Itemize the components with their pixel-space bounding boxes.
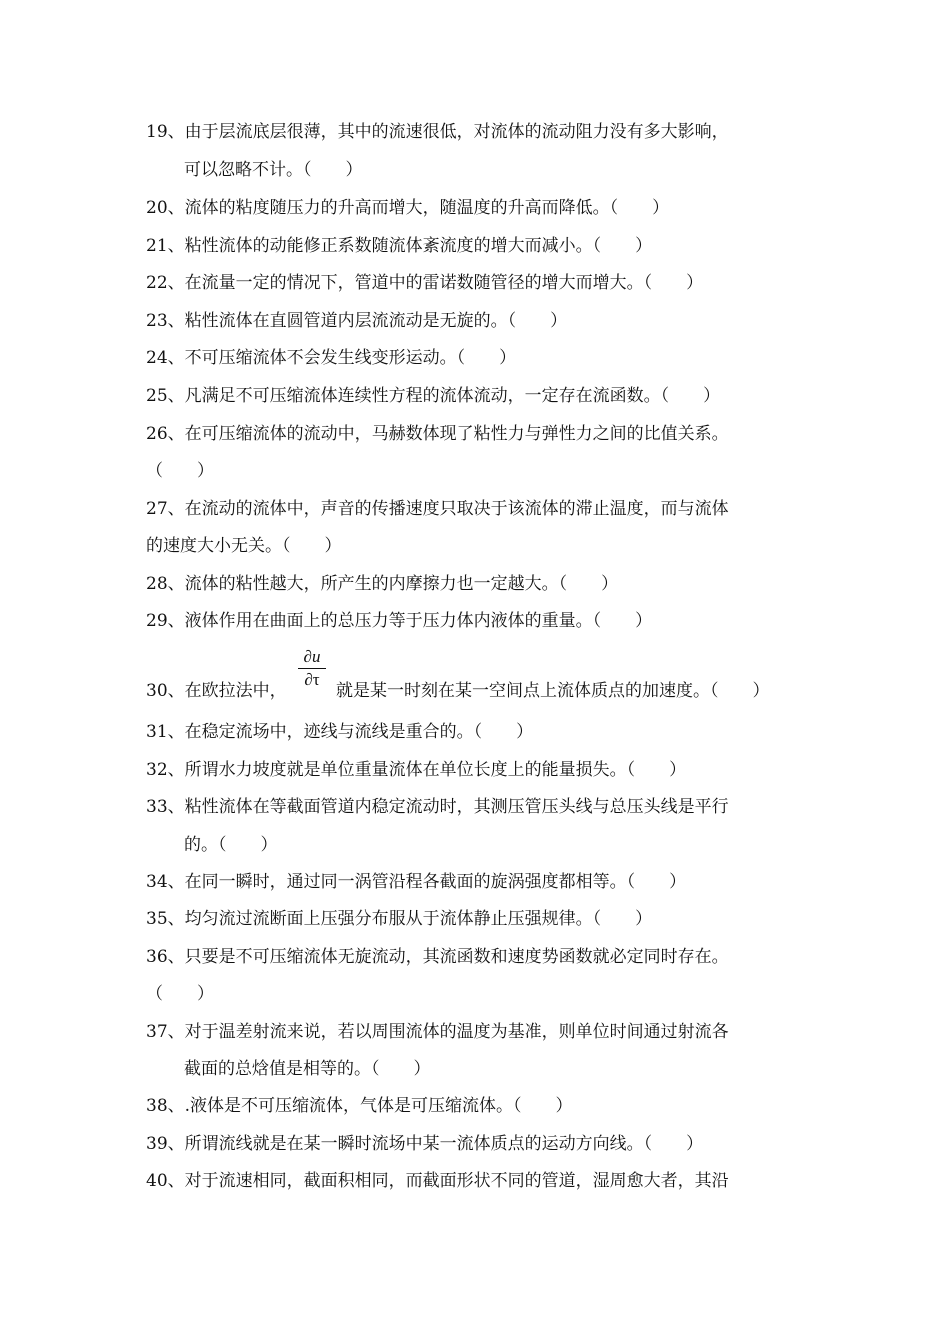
question-25: 25、凡满足不可压缩流体连续性方程的流体流动，一定存在流函数。（ ）	[146, 386, 721, 406]
question-39: 39、所谓流线就是在某一瞬时流场中某一流体质点的运动方向线。（ ）	[146, 1134, 704, 1154]
question-27-line-2: 的速度大小无关。（ ）	[146, 536, 342, 556]
question-26-line-1: 26、在可压缩流体的流动中，马赫数体现了粘性力与弹性力之间的比值关系。	[146, 424, 729, 444]
fraction-numerator: ∂u	[303, 647, 321, 666]
question-23: 23、粘性流体在直圆管道内层流流动是无旋的。（ ）	[146, 311, 568, 331]
fraction-denominator: ∂τ	[304, 670, 320, 689]
question-30-suffix: 就是某一时刻在某一空间点上流体质点的加速度。（ ）	[336, 681, 770, 701]
question-34: 34、在同一瞬时，通过同一涡管沿程各截面的旋涡强度都相等。（ ）	[146, 872, 687, 892]
question-31: 31、在稳定流场中，迹线与流线是重合的。（ ）	[146, 722, 534, 742]
question-30-prefix: 30、在欧拉法中，	[146, 681, 287, 701]
question-22: 22、在流量一定的情况下，管道中的雷诺数随管径的增大而增大。（ ）	[146, 273, 704, 293]
question-19-line-2: 可以忽略不计。（ ）	[184, 160, 363, 180]
question-21: 21、粘性流体的动能修正系数随流体紊流度的增大而减小。（ ）	[146, 236, 653, 256]
question-26-line-2: （ ）	[146, 461, 214, 481]
question-35: 35、均匀流过流断面上压强分布服从于流体静止压强规律。（ ）	[146, 909, 653, 929]
question-29: 29、液体作用在曲面上的总压力等于压力体内液体的重量。（ ）	[146, 611, 653, 631]
fraction-bar	[298, 668, 326, 669]
question-19-line-1: 19、由于层流底层很薄，其中的流速很低，对流体的流动阻力没有多大影响，	[146, 122, 729, 142]
partial-derivative-fraction	[298, 647, 326, 690]
question-20: 20、流体的粘度随压力的升高而增大，随温度的升高而降低。（ ）	[146, 198, 670, 218]
question-28: 28、流体的粘性越大，所产生的内摩擦力也一定越大。（ ）	[146, 574, 619, 594]
question-33-line-1: 33、粘性流体在等截面管道内稳定流动时，其测压管压头线与总压头线是平行	[146, 797, 729, 817]
question-37-line-2: 截面的总焓值是相等的。（ ）	[184, 1059, 431, 1079]
question-38: 38、.液体是不可压缩流体，气体是可压缩流体。（ ）	[146, 1096, 573, 1116]
question-33-line-2: 的。（ ）	[184, 835, 278, 855]
question-40: 40、对于流速相同，截面积相同，而截面形状不同的管道，湿周愈大者，其沿	[146, 1171, 729, 1191]
question-36-line-2: （ ）	[146, 984, 214, 1004]
question-32: 32、所谓水力坡度就是单位重量流体在单位长度上的能量损失。（ ）	[146, 760, 687, 780]
question-24: 24、不可压缩流体不会发生线变形运动。（ ）	[146, 348, 517, 368]
question-36-line-1: 36、只要是不可压缩流体无旋流动，其流函数和速度势函数就必定同时存在。	[146, 947, 729, 967]
question-37-line-1: 37、对于温差射流来说，若以周围流体的温度为基准，则单位时间通过射流各	[146, 1022, 729, 1042]
question-27-line-1: 27、在流动的流体中，声音的传播速度只取决于该流体的滞止温度，而与流体	[146, 499, 729, 519]
